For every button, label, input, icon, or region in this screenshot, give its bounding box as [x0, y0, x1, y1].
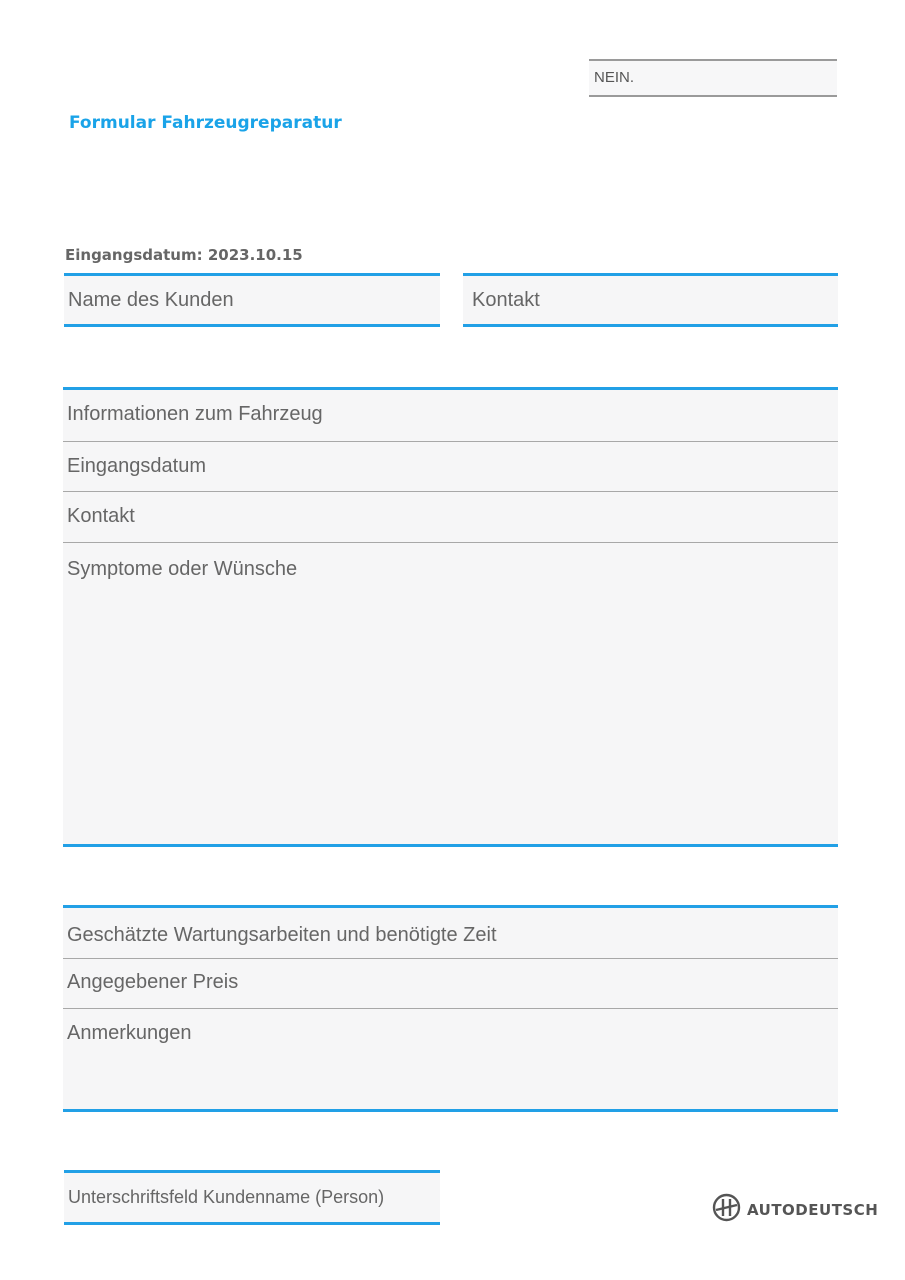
autodeutsch-logo-icon [712, 1193, 741, 1227]
notes-row[interactable]: Anmerkungen [67, 1022, 192, 1044]
estimated-work-row[interactable]: Geschätzte Wartungsarbeiten und benötigte Zeit [63, 908, 838, 959]
vehicle-info-row[interactable]: Informationen zum Fahrzeug [63, 390, 838, 442]
document-number-field[interactable]: NEIN. [589, 59, 837, 97]
intake-date-label: Eingangsdatum: 2023.10.15 [65, 246, 303, 264]
symptoms-row[interactable]: Symptome oder Wünsche [67, 558, 298, 580]
customer-name-field[interactable]: Name des Kunden [64, 273, 440, 327]
price-row[interactable]: Angegebener Preis [63, 959, 838, 1009]
form-title: Formular Fahrzeugreparatur [69, 113, 342, 133]
service-section [63, 905, 838, 1112]
customer-contact-field[interactable]: Kontakt [463, 273, 838, 327]
vehicle-section [63, 387, 838, 847]
signature-field[interactable]: Unterschriftsfeld Kundenname (Person) [64, 1170, 440, 1225]
brand-name: AUTODEUTSCH [747, 1201, 879, 1219]
brand-logo [712, 1193, 878, 1227]
vehicle-intake-date-row[interactable]: Eingangsdatum [63, 442, 838, 492]
vehicle-contact-row[interactable]: Kontakt [63, 492, 838, 543]
